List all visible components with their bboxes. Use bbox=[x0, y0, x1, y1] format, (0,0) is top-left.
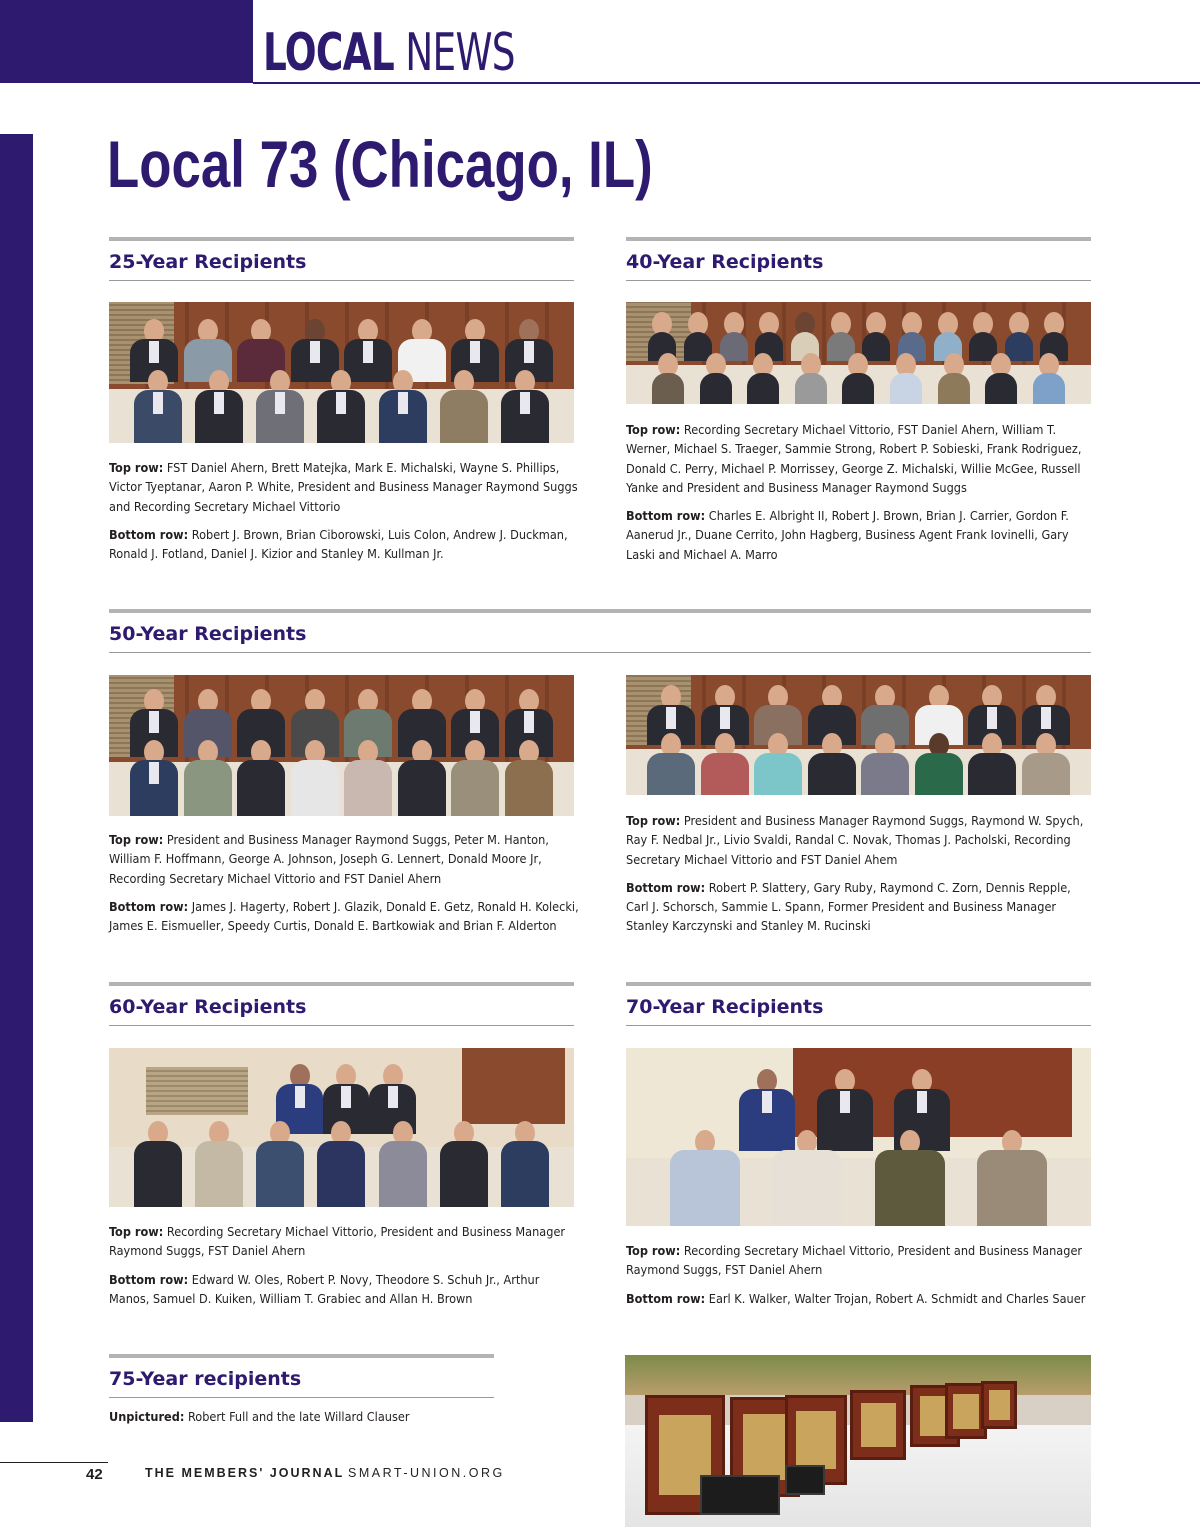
person bbox=[451, 740, 499, 816]
group-70-header bbox=[626, 982, 1091, 1026]
caption-text: Recording Secretary Michael Vittorio, President and Business Manager Raymond Suggs, FST Daniel Ahern bbox=[109, 1224, 566, 1259]
journal-name: THE MEMBERS' JOURNAL bbox=[145, 1466, 345, 1480]
pin-box bbox=[785, 1465, 825, 1495]
caption-text: Earl K. Walker, Walter Trojan, Robert A. Schmidt and Charles Sauer bbox=[708, 1290, 1086, 1306]
divider bbox=[109, 280, 574, 281]
caption-label: Top row: bbox=[109, 1224, 164, 1239]
caption-label: Bottom row: bbox=[109, 526, 189, 542]
header-color-block bbox=[0, 0, 253, 83]
caption-text: President and Business Manager Raymond Suggs, Peter M. Hanton, William F. Hoffmann, George A. Johnson, Joseph G. Lennert, Donald Moore Jr, Recording Secretary Michael Vittorio and FST Daniel Ahern bbox=[109, 832, 549, 886]
person bbox=[195, 370, 243, 443]
person bbox=[195, 1121, 243, 1207]
people-front-row bbox=[654, 1130, 1063, 1226]
caption-text: Recording Secretary Michael Vittorio, President and Business Manager Raymond Suggs, FST Daniel Ahern bbox=[626, 1243, 1083, 1278]
person bbox=[647, 733, 695, 795]
person bbox=[795, 353, 827, 404]
person bbox=[505, 740, 553, 816]
group-photo-70 bbox=[626, 1048, 1091, 1226]
group-photo-50-right bbox=[626, 675, 1091, 795]
person bbox=[670, 1130, 740, 1226]
caption-label: Top row: bbox=[626, 1243, 681, 1258]
group-75-header bbox=[109, 1354, 494, 1398]
caption-text: Robert J. Brown, Brian Ciborowski, Luis Colon, Andrew J. Duckman, Ronald J. Fotland, Daniel J. Kizior and Stanley M. Kullman Jr. bbox=[109, 526, 568, 562]
caption-60 bbox=[109, 1222, 579, 1317]
caption-50-right bbox=[626, 811, 1096, 945]
person bbox=[875, 1130, 945, 1226]
person bbox=[938, 353, 970, 404]
person bbox=[501, 1121, 549, 1207]
caption-label: Top row: bbox=[626, 813, 681, 828]
divider bbox=[109, 1397, 494, 1398]
divider bbox=[626, 982, 1091, 986]
divider bbox=[109, 1354, 494, 1358]
person bbox=[317, 370, 365, 443]
divider bbox=[626, 280, 1091, 281]
group-40-header bbox=[626, 237, 1091, 281]
person bbox=[747, 353, 779, 404]
pin-box bbox=[700, 1475, 780, 1515]
group-heading: 75-Year recipients bbox=[109, 1368, 302, 1390]
person bbox=[968, 733, 1016, 795]
person bbox=[890, 353, 922, 404]
group-photo-25 bbox=[109, 302, 574, 443]
person bbox=[808, 733, 856, 795]
group-heading: 40-Year Recipients bbox=[626, 251, 824, 273]
person bbox=[701, 733, 749, 795]
group-photo-40 bbox=[626, 302, 1091, 404]
divider bbox=[109, 982, 574, 986]
caption-25 bbox=[109, 458, 579, 572]
person bbox=[652, 353, 684, 404]
person bbox=[256, 370, 304, 443]
person bbox=[915, 733, 963, 795]
caption-text: Edward W. Oles, Robert P. Novy, Theodore S. Schuh Jr., Arthur Manos, Samuel D. Kuiken, William T. Grabiec and Allan H. Brown bbox=[109, 1271, 540, 1306]
person bbox=[256, 1121, 304, 1207]
left-accent-bar bbox=[0, 134, 33, 1422]
caption-label: Bottom row: bbox=[626, 879, 706, 895]
person bbox=[1033, 353, 1065, 404]
person bbox=[379, 370, 427, 443]
group-heading: 70-Year Recipients bbox=[626, 996, 824, 1018]
people-front-row bbox=[645, 733, 1073, 795]
person bbox=[861, 733, 909, 795]
caption-text: President and Business Manager Raymond Suggs, Raymond W. Spych, Ray F. Nedbal Jr., Livio Svaldi, Randal C. Novak, Thomas J. Pacholski, Recording Secretary Michael Vittorio and FST Daniel Ahem bbox=[626, 813, 1084, 867]
people-front-row bbox=[128, 1121, 556, 1207]
divider bbox=[109, 609, 1091, 613]
person bbox=[754, 733, 802, 795]
section-title-light: NEWS bbox=[405, 23, 515, 83]
person bbox=[134, 370, 182, 443]
caption-label: Unpictured: bbox=[109, 1409, 185, 1424]
divider bbox=[626, 237, 1091, 241]
group-heading: 50-Year Recipients bbox=[109, 623, 307, 645]
caption-50-left bbox=[109, 830, 579, 944]
caption-label: Top row: bbox=[626, 422, 681, 437]
caption-text: Robert P. Slattery, Gary Ruby, Raymond C. Zorn, Dennis Repple, Carl J. Schorsch, Sammie L. Spann, Former President and Business Manager Stanley Karczynski and Stanley M. Rucinski bbox=[626, 879, 1071, 934]
awards-photo bbox=[625, 1355, 1091, 1527]
person bbox=[1022, 733, 1070, 795]
group-25-header bbox=[109, 237, 574, 281]
caption-label: Bottom row: bbox=[109, 1271, 189, 1287]
site-url: SMART-UNION.ORG bbox=[348, 1466, 505, 1480]
person bbox=[398, 740, 446, 816]
caption-text: James J. Hagerty, Robert J. Glazik, Donald E. Getz, Ronald H. Kolecki, James E. Eismueller, Speedy Curtis, Donald E. Bartkowiak and Brian F. Alderton bbox=[109, 898, 579, 934]
group-photo-50-left bbox=[109, 675, 574, 816]
group-60-header bbox=[109, 982, 574, 1026]
caption-text: Robert Full and the late Willard Clauser bbox=[188, 1409, 410, 1424]
plaque bbox=[981, 1381, 1017, 1429]
section-title-bold: LOCAL bbox=[263, 23, 395, 83]
person bbox=[237, 740, 285, 816]
caption-70 bbox=[626, 1241, 1096, 1317]
footer-rule bbox=[0, 1462, 108, 1463]
person bbox=[842, 353, 874, 404]
person bbox=[291, 740, 339, 816]
caption-75 bbox=[109, 1407, 579, 1435]
caption-text: FST Daniel Ahern, Brett Matejka, Mark E. Michalski, Wayne S. Phillips, Victor Tyeptanar, Aaron P. White, President and Business Manager Raymond Suggs and Recording Secretary Michael Vittorio bbox=[109, 460, 578, 514]
person bbox=[772, 1130, 842, 1226]
page-title: Local 73 (Chicago, IL) bbox=[107, 127, 653, 201]
person bbox=[184, 740, 232, 816]
person bbox=[440, 1121, 488, 1207]
person bbox=[440, 370, 488, 443]
person bbox=[501, 370, 549, 443]
plants bbox=[625, 1355, 1091, 1395]
group-heading: 25-Year Recipients bbox=[109, 251, 307, 273]
group-heading: 60-Year Recipients bbox=[109, 996, 307, 1018]
person bbox=[985, 353, 1017, 404]
divider bbox=[109, 1025, 574, 1026]
caption-label: Top row: bbox=[109, 460, 164, 475]
people-front-row bbox=[128, 740, 556, 816]
person bbox=[317, 1121, 365, 1207]
caption-label: Bottom row: bbox=[626, 508, 706, 524]
caption-label: Top row: bbox=[109, 832, 164, 847]
group-photo-60 bbox=[109, 1048, 574, 1207]
people-front-row bbox=[645, 353, 1073, 404]
caption-text: Recording Secretary Michael Vittorio, FST Daniel Ahern, William T. Werner, Michael S. Traeger, Sammie Strong, Robert P. Sobieski, Frank Rodriguez, Donald C. Perry, Michael P. Morrissey, George Z. Michalski, Willie McGee, Russell Yanke and President and Business Manager Raymond Suggs bbox=[626, 422, 1082, 495]
caption-label: Bottom row: bbox=[109, 898, 189, 914]
person bbox=[700, 353, 732, 404]
caption-40 bbox=[626, 420, 1096, 573]
person bbox=[130, 740, 178, 816]
section-title bbox=[263, 22, 515, 84]
person bbox=[977, 1130, 1047, 1226]
caption-text: Charles E. Albright II, Robert J. Brown, Brian J. Carrier, Gordon F. Aanerud Jr., Duane Cerrito, John Hagberg, Business Agent Frank Iovinelli, Gary Laski and Michael A. Marro bbox=[626, 508, 1069, 562]
divider bbox=[109, 237, 574, 241]
person bbox=[344, 740, 392, 816]
person bbox=[134, 1121, 182, 1207]
divider bbox=[109, 652, 1091, 653]
page-number: 42 bbox=[86, 1466, 103, 1483]
group-50-header bbox=[109, 609, 1091, 653]
people-front-row bbox=[128, 370, 556, 443]
person bbox=[379, 1121, 427, 1207]
caption-label: Bottom row: bbox=[626, 1290, 706, 1306]
plaque bbox=[850, 1390, 906, 1460]
divider bbox=[626, 1025, 1091, 1026]
